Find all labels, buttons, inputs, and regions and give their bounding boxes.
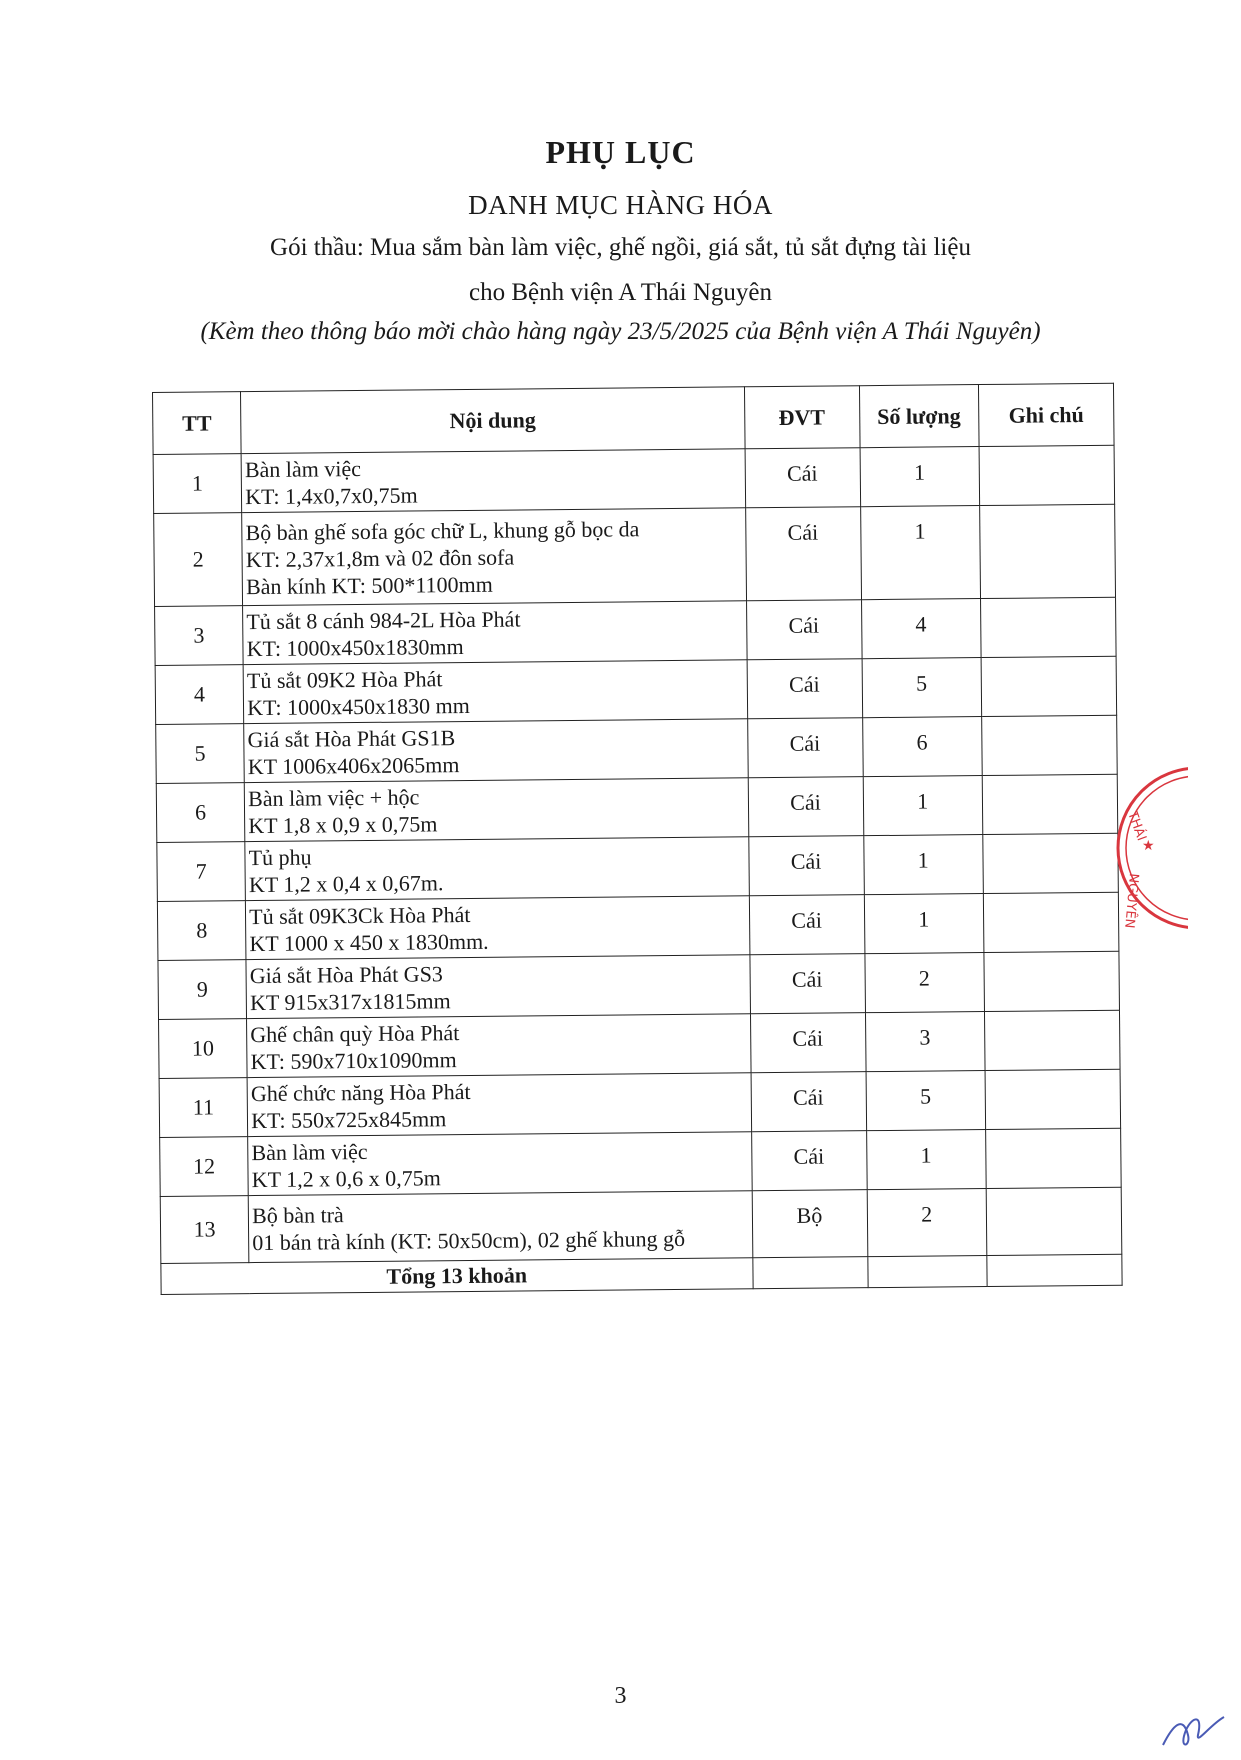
total-label: Tổng 13 khoản bbox=[161, 1258, 753, 1295]
table-row bbox=[158, 951, 1120, 1019]
page-number: 3 bbox=[614, 1683, 627, 1709]
item-description-line: KT 1,8 x 0,9 x 0,75m bbox=[248, 811, 438, 839]
item-description-line: Bàn làm việc bbox=[251, 1138, 368, 1166]
item-unit: Cái bbox=[748, 836, 864, 896]
item-quantity: 3 bbox=[865, 1012, 985, 1072]
header-quantity: Số lượng bbox=[859, 385, 979, 448]
total-unit-cell bbox=[752, 1257, 867, 1289]
table-row bbox=[156, 715, 1118, 783]
table-header-row bbox=[153, 383, 1115, 454]
item-description-line: Ghế chân quỳ Hòa Phát bbox=[250, 1020, 460, 1048]
row-number: 6 bbox=[156, 783, 245, 843]
item-description-line: KT: 590x710x1090mm bbox=[250, 1047, 457, 1075]
item-description bbox=[247, 1073, 751, 1137]
item-quantity: 5 bbox=[866, 1071, 986, 1131]
item-unit: Cái bbox=[749, 895, 865, 955]
item-description bbox=[245, 837, 749, 901]
item-unit: Cái bbox=[748, 777, 864, 837]
item-description bbox=[244, 719, 748, 783]
table-row bbox=[160, 1128, 1122, 1196]
total-note-cell bbox=[987, 1254, 1122, 1286]
item-description-line: KT: 1000x450x1830 mm bbox=[247, 692, 470, 721]
item-description-line: Ghế chức năng Hòa Phát bbox=[250, 1078, 471, 1107]
item-note bbox=[979, 445, 1115, 505]
row-number: 3 bbox=[155, 606, 244, 666]
item-description-line: Giá sắt Hòa Phát GS1B bbox=[247, 725, 456, 753]
item-quantity: 1 bbox=[860, 447, 980, 507]
table-row bbox=[153, 445, 1115, 513]
row-number: 7 bbox=[157, 842, 246, 902]
item-unit: Cái bbox=[745, 507, 861, 601]
item-description-line: Giá sắt Hòa Phát GS3 bbox=[249, 961, 443, 989]
goods-table bbox=[152, 383, 1123, 1295]
item-description bbox=[243, 601, 747, 665]
item-note bbox=[980, 597, 1116, 657]
item-description bbox=[246, 896, 750, 960]
table-row bbox=[159, 1010, 1121, 1078]
item-note bbox=[983, 833, 1119, 893]
svg-text:THÁI: THÁI bbox=[1124, 809, 1149, 843]
header-tt: TT bbox=[153, 392, 242, 455]
item-quantity: 1 bbox=[863, 776, 983, 836]
row-number: 13 bbox=[160, 1196, 249, 1264]
item-note bbox=[981, 656, 1117, 716]
package-description-line1: Gói thầu: Mua sắm bàn làm việc, ghế ngồi, giá sắt, tủ sắt đựng tài liệu bbox=[270, 234, 971, 261]
item-unit: Cái bbox=[745, 448, 861, 508]
item-description-line: KT: 550x725x845mm bbox=[251, 1106, 447, 1134]
table-row bbox=[154, 504, 1116, 606]
item-quantity: 1 bbox=[863, 835, 983, 895]
item-description bbox=[243, 660, 747, 724]
item-quantity: 1 bbox=[866, 1130, 986, 1190]
item-description-line: Tủ sắt 09K2 Hòa Phát bbox=[246, 666, 443, 694]
item-description-line: Tủ sắt 09K3Ck Hòa Phát bbox=[249, 901, 471, 930]
item-note bbox=[985, 1069, 1121, 1129]
item-quantity: 5 bbox=[862, 658, 982, 718]
item-description bbox=[246, 955, 750, 1019]
item-description bbox=[248, 1132, 752, 1196]
table-row bbox=[157, 833, 1119, 901]
item-description-line: Bàn làm việc bbox=[244, 455, 362, 483]
item-unit: Bộ bbox=[752, 1190, 868, 1258]
table-row bbox=[157, 892, 1119, 960]
item-note bbox=[986, 1128, 1122, 1188]
item-description bbox=[247, 1014, 751, 1078]
red-seal-stamp bbox=[1108, 758, 1188, 938]
item-unit: Cái bbox=[749, 954, 865, 1014]
svg-text:NGUYÊN: NGUYÊN bbox=[1121, 872, 1141, 929]
table-body bbox=[153, 445, 1122, 1263]
total-quantity-cell bbox=[867, 1256, 987, 1288]
table-row bbox=[155, 656, 1117, 724]
item-description-line: KT: 1000x450x1830mm bbox=[246, 634, 464, 662]
row-number: 4 bbox=[155, 665, 244, 725]
item-note bbox=[982, 715, 1118, 775]
header-note: Ghi chú bbox=[978, 383, 1114, 446]
item-unit: Cái bbox=[751, 1131, 867, 1191]
item-unit: Cái bbox=[747, 659, 863, 719]
item-description bbox=[244, 778, 748, 842]
item-note bbox=[984, 1010, 1120, 1070]
document-subtitle: DANH MỤC HÀNG HÓA bbox=[468, 190, 773, 220]
item-note bbox=[984, 951, 1120, 1011]
item-quantity: 1 bbox=[864, 894, 984, 954]
header-content: Nội dung bbox=[241, 387, 745, 454]
item-quantity: 2 bbox=[867, 1189, 987, 1257]
row-number: 8 bbox=[157, 901, 246, 961]
item-quantity: 2 bbox=[864, 953, 984, 1013]
row-number: 10 bbox=[159, 1019, 248, 1079]
item-description-line: 01 bán trà kính (KT: 50x50cm), 02 ghế khung gỗ bbox=[252, 1225, 686, 1256]
row-number: 12 bbox=[160, 1137, 249, 1197]
attachment-note: (Kèm theo thông báo mời chào hàng ngày 23/5/2025 của Bệnh viện A Thái Nguyên) bbox=[200, 318, 1041, 345]
item-unit: Cái bbox=[747, 718, 863, 778]
item-quantity: 6 bbox=[862, 717, 982, 777]
item-description-line: Tủ phụ bbox=[248, 844, 312, 871]
row-number: 9 bbox=[158, 960, 247, 1020]
item-description bbox=[242, 508, 746, 606]
table-row bbox=[155, 597, 1117, 665]
table-row bbox=[159, 1069, 1121, 1137]
row-number: 11 bbox=[159, 1078, 248, 1138]
signature-mark bbox=[1158, 1705, 1228, 1760]
item-description-line: KT 1006x406x2065mm bbox=[247, 752, 460, 780]
item-note bbox=[982, 774, 1118, 834]
item-note bbox=[983, 892, 1119, 952]
item-note bbox=[980, 504, 1116, 598]
row-number: 5 bbox=[156, 724, 245, 784]
row-number: 2 bbox=[154, 513, 243, 607]
item-description-line: Bộ bàn trà bbox=[251, 1202, 344, 1229]
item-unit: Cái bbox=[750, 1013, 866, 1073]
item-description-line: KT 1000 x 450 x 1830mm. bbox=[249, 928, 489, 957]
svg-text:★: ★ bbox=[1142, 838, 1155, 854]
row-number: 1 bbox=[153, 454, 242, 514]
item-description-line: Tủ sắt 8 cánh 984-2L Hòa Phát bbox=[246, 606, 521, 635]
item-description-line: Bàn làm việc + hộc bbox=[247, 784, 420, 812]
item-unit: Cái bbox=[746, 600, 862, 660]
item-quantity: 4 bbox=[861, 599, 981, 659]
item-description-line: KT: 1,4x0,7x0,75m bbox=[245, 482, 418, 510]
item-description-line: Bàn kính KT: 500*1100mm bbox=[245, 571, 493, 599]
package-description-line2: cho Bệnh viện A Thái Nguyên bbox=[469, 279, 772, 306]
item-unit: Cái bbox=[751, 1072, 867, 1132]
item-quantity: 1 bbox=[860, 506, 980, 600]
item-description bbox=[241, 449, 745, 513]
item-description-line: KT 1,2 x 0,4 x 0,67m. bbox=[248, 870, 444, 898]
item-note bbox=[986, 1187, 1122, 1255]
header-unit: ĐVT bbox=[744, 386, 860, 449]
document-title: PHỤ LỤC bbox=[545, 134, 696, 170]
item-description-line: KT 915x317x1815mm bbox=[249, 988, 451, 1016]
item-description-line: KT 1,2 x 0,6 x 0,75m bbox=[251, 1165, 441, 1193]
table-row bbox=[156, 774, 1118, 842]
table-row bbox=[160, 1187, 1122, 1263]
item-description bbox=[248, 1191, 752, 1263]
item-description-line: Bộ bàn ghế sofa góc chữ L, khung gỗ bọc da bbox=[245, 515, 640, 545]
item-description-line: KT: 2,37x1,8m và 02 đôn sofa bbox=[245, 544, 515, 572]
